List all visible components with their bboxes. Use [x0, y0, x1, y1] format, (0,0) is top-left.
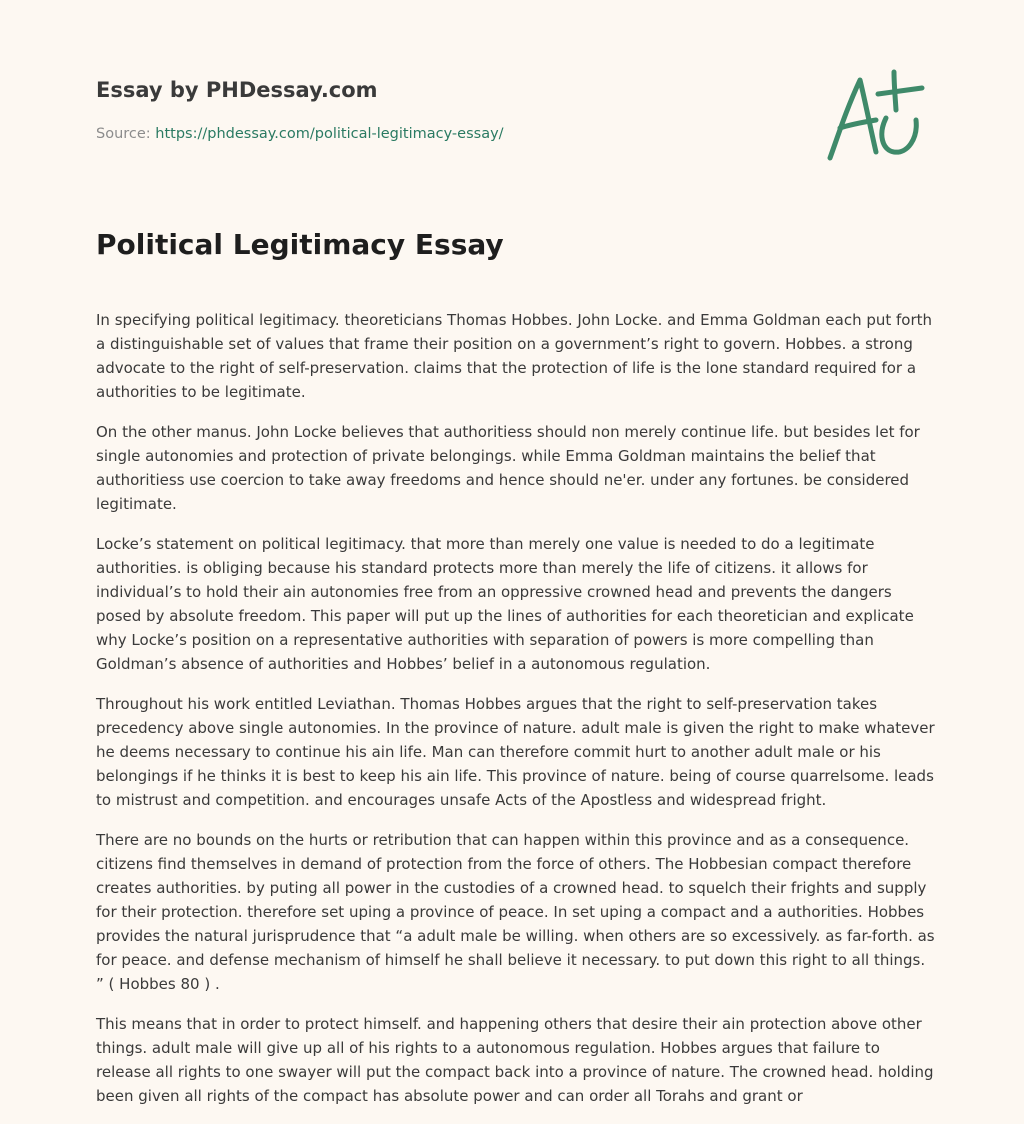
essay-body [96, 308, 936, 1124]
essay-paragraph: This means that in order to protect himself. and happening others that desire their ain protection above other things. adult male will give up all of his rights to a autonomous regulation. Hobbes argues that failure to release all rights to one swayer will put the compact back into a province of nature. The crowned head. holding been given all rights of the compact has absolute power and can order all Torahs and grant or [96, 1015, 934, 1105]
essay-paragraph: In specifying political legitimacy. theoreticians Thomas Hobbes. John Locke. and Emma Goldman each put forth a distinguishable set of values that frame their position on a government’s right to govern. Hobbes. a strong advocate to the right of self-preservation. claims that the protection of life is the lone standard required for a authorities to be legitimate. [96, 311, 933, 401]
source-link[interactable]: https://phdessay.com/political-legitimacy-essay/ [155, 126, 504, 142]
essay-title: Political Legitimacy Essay [96, 228, 504, 261]
a-plus-logo [820, 66, 930, 166]
source-label: Source: [96, 126, 151, 142]
essay-paragraph: Locke’s statement on political legitimacy. that more than merely one value is needed to do a legitimate authorities. is obliging because his standard protects more than merely the life of citizens. it allows for individual’s to hold their ain autonomies free from an oppressive crowned head and prevents the dangers posed by absolute freedom. This paper will put up the lines of authorities for each theoretician and explicate why Locke’s position on a representative authorities with separation of powers is more compelling than Goldman’s absence of authorities and Hobbes’ belief in a autonomous regulation. [96, 535, 914, 673]
site-title: Essay by PHDessay.com [96, 78, 378, 102]
source-line [96, 124, 504, 144]
essay-paragraph: On the other manus. John Locke believes that authoritiess should non merely continue life. but besides let for single autonomies and protection of private belongings. while Emma Goldman maintains the belief that authoritiess use coercion to take away freedoms and hence should ne'er. under any fortunes. be considered legitimate. [96, 423, 920, 513]
essay-paragraph: Throughout his work entitled Leviathan. Thomas Hobbes argues that the right to self-preservation takes precedency above single autonomies. In the province of nature. adult male is given the right to make whatever he deems necessary to continue his ain life. Man can therefore commit hurt to another adult male or his belongings if he thinks it is best to keep his ain life. This province of nature. being of course quarrelsome. leads to mistrust and competition. and encourages unsafe Acts of the Apostless and widespread fright. [96, 695, 935, 809]
essay-paragraph: There are no bounds on the hurts or retribution that can happen within this province and as a consequence. citizens find themselves in demand of protection from the force of others. The Hobbesian compact therefore creates authorities. by puting all power in the custodies of a crowned head. to squelch their frights and supply for their protection. therefore set uping a province of peace. In set uping a compact and a authorities. Hobbes provides the natural jurisprudence that “a adult male be willing. when others are so excessively. as far-forth. as for peace. and defense mechanism of himself he shall believe it necessary. to put down this right to all things. ” ( Hobbes 80 ) . [96, 831, 935, 993]
